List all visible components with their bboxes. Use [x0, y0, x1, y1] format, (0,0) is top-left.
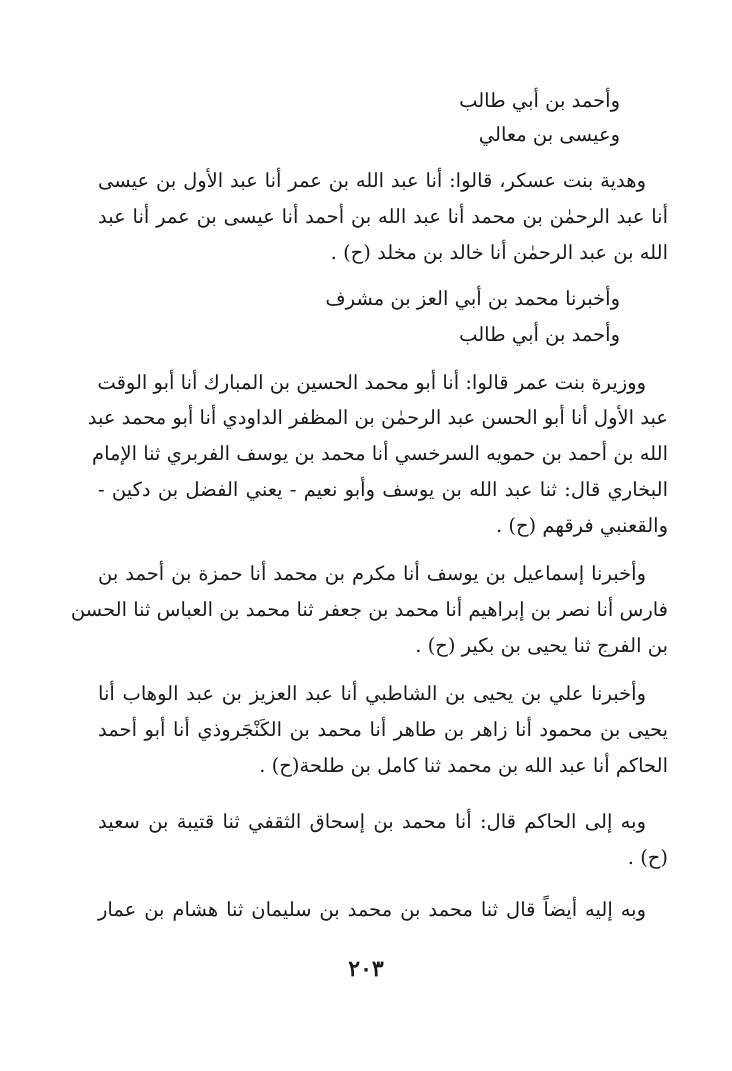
paragraph-line: عبد الأول أنا أبو الحسن عبد الرحمٰن بن المظفر الداودي أنا أبو محمد عبد: [87, 406, 668, 429]
paragraph-line: الله بن أحمد بن حمويه السرخسي أنا محمد بن يوسف الفربري ثنا الإمام: [92, 442, 668, 465]
paragraph-line: وأخبرنا علي بن يحيى بن الشاطبي أنا عبد العزيز بن عبد الوهاب أنا: [98, 682, 646, 705]
name-line: وأحمد بن أبي طالب: [459, 323, 620, 346]
paragraph-line: الحاكم أنا عبد الله بن محمد ثنا كامل بن طلحة(ح) .: [259, 754, 668, 777]
name-line: وأحمد بن أبي طالب: [459, 89, 620, 112]
paragraph-line: البخاري قال: ثنا عبد الله بن يوسف وأبو نعيم - يعني الفضل بن دكين -: [98, 478, 668, 501]
paragraph-line: يحيى بن محمود أنا زاهر بن طاهر أنا محمد بن الكَنْجَروذي أنا أبو أحمد: [98, 718, 668, 741]
paragraph-line: (ح) .: [627, 846, 668, 869]
page-number: ٢٠٣: [348, 956, 384, 982]
paragraph-line: وبه إلى الحاكم قال: أنا محمد بن إسحاق الثقفي ثنا قتيبة بن سعيد: [98, 810, 646, 833]
paragraph-line: وبه إليه أيضاً قال ثنا محمد بن محمد بن سليمان ثنا هشام بن عمار: [98, 898, 646, 921]
paragraph-line: ووزيرة بنت عمر قالوا: أنا أبو محمد الحسين بن المبارك أنا أبو الوقت: [97, 371, 646, 394]
paragraph-line: وأخبرنا إسماعيل بن يوسف أنا مكرم بن محمد أنا حمزة بن أحمد بن: [98, 562, 646, 585]
name-line: وأخبرنا محمد بن أبي العز بن مشرف: [325, 287, 620, 310]
paragraph-line: والقعنبي فرقهم (ح) .: [495, 514, 668, 537]
paragraph-line: الله بن عبد الرحمٰن أنا خالد بن مخلد (ح) .: [330, 241, 668, 264]
paragraph-line: بن الفرج ثنا يحيى بن بكير (ح) .: [415, 634, 668, 657]
paragraph-line: فارس أنا نصر بن إبراهيم أنا محمد بن جعفر ثنا محمد بن العباس ثنا الحسن: [70, 598, 668, 621]
paragraph-line: أنا عبد الرحمٰن بن محمد أنا عبد الله بن أحمد أنا عيسى بن عمر أنا عبد: [98, 205, 668, 228]
name-line: وعيسى بن معالي: [478, 123, 620, 146]
paragraph-line: وهدية بنت عسكر، قالوا: أنا عبد الله بن عمر أنا عبد الأول بن عيسى: [98, 169, 646, 192]
